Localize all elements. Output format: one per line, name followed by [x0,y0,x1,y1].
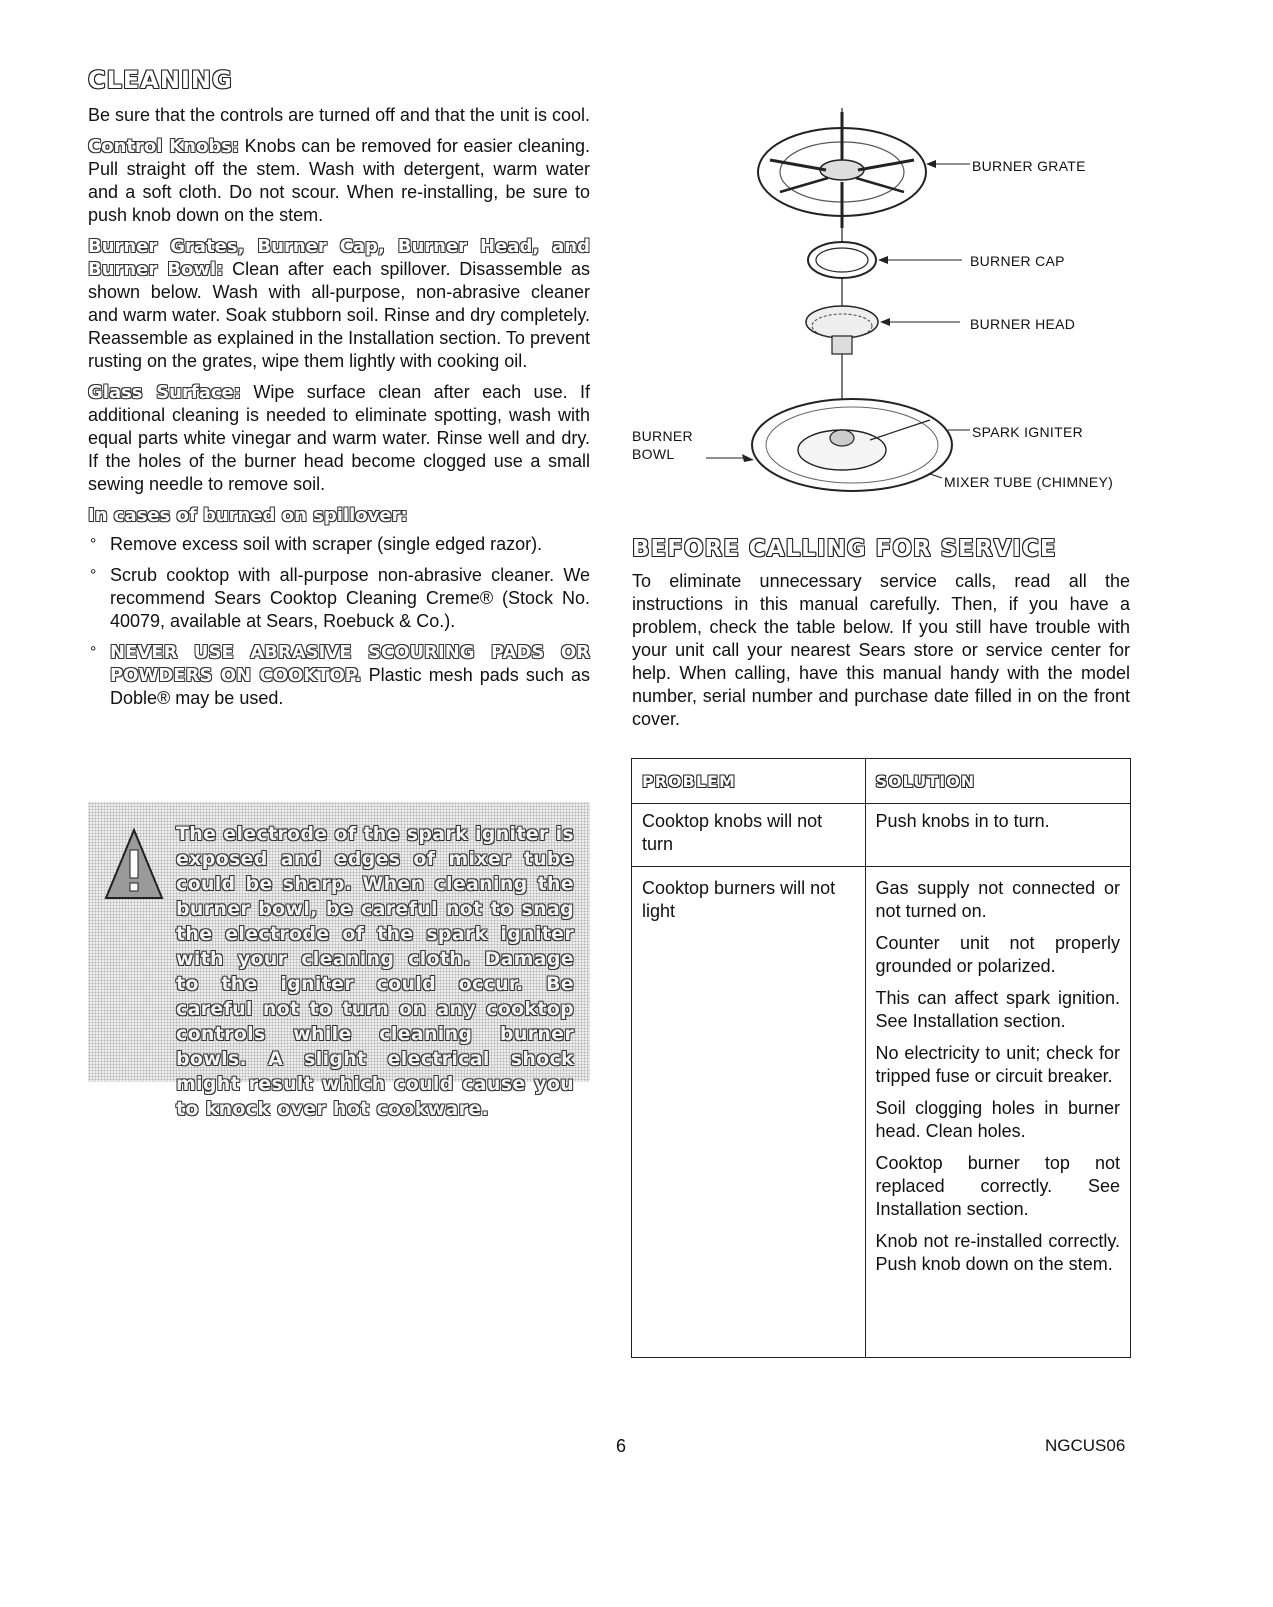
control-knobs-text: Knobs can be removed for easier cleaning. Pull straight off the stem. Wash with detergent, warm water and a soft cloth. Do not scour. When re-installing, be sure to push knob down on the stem. [88,136,590,225]
burner-parts-heading: Burner Grates, Burner Cap, Burner Head, and Burner Bowl: [88,236,590,280]
spillover-heading-para [88,504,590,527]
warning-text: The electrode of the spark igniter is exposed and edges of mixer tube could be sharp. When cleaning the burner bowl, be careful not to snag the electrode of the spark igniter with your cleaning cloth. Damage to the igniter could occur. Be careful not to turn on any cooktop controls while cleaning burner bowls. A slight electrical shock might result which could cause you to knock over hot cookware. [176,823,574,1120]
label-spark-igniter: SPARK IGNITER [972,424,1083,440]
solution-cell [865,867,1130,1358]
label-burner-cap: BURNER CAP [970,253,1065,269]
solution-item: This can affect spark ignition. See Installation section. [875,988,1120,1031]
list-item [88,641,590,710]
control-knobs-paragraph [88,135,590,227]
solution-item: Gas supply not connected or not turned on. [875,878,1120,921]
solution-item: Soil clogging holes in burner head. Clean holes. [875,1098,1120,1141]
burner-exploded-diagram [630,100,1190,500]
glass-surface-paragraph [88,381,590,496]
spillover-list [88,533,590,710]
solution-item: Knob not re-installed correctly. Push knob down on the stem. [875,1231,1120,1274]
glass-surface-text: Wipe surface clean after each use. If additional cleaning is needed to eliminate spotting, wash with equal parts white vinegar and warm water. Rinse well and dry. If the holes of the burner head become clogged use a small sewing needle to remove soil. [88,382,590,494]
label-mixer-tube: MIXER TUBE (CHIMNEY) [944,474,1114,490]
document-code: NGCUS06 [1045,1436,1126,1455]
solution-cell [865,804,1130,867]
burner-parts-text: Clean after each spillover. Disassemble as shown below. Wash with all-purpose, non-abrasive cleaner and warm water. Soak stubborn soil. Rinse and dry completely. Reassemble as explained in the Installation section. To prevent rusting on the grates, wipe them lightly with cooking oil. [88,259,590,371]
service-table [631,758,1131,1358]
cleaning-title: CLEANING [88,66,233,94]
cleaning-body [88,104,590,718]
warning-box [88,802,590,1120]
problem-cell: Cooktop knobs will not turn [632,804,866,867]
label-burner-head: BURNER HEAD [970,316,1076,332]
solution-item: Push knobs in to turn. [875,811,1050,831]
warning-triangle-icon [104,828,164,900]
cleaning-intro: Be sure that the controls are turned off and that the unit is cool. [88,105,590,125]
table-row [632,804,1131,867]
solution-item: Counter unit not properly grounded or polarized. [875,933,1120,976]
table-row [632,867,1131,1358]
bullet-text: Scrub cooktop with all-purpose non-abrasive cleaner. We recommend Sears Cooktop Cleaning Creme® (Stock No. 40079, available at Sears, Roebuck & Co.). [110,565,590,631]
bullet-text: Plastic mesh pads such as Doble® may be used. [110,665,590,708]
label-burner-grate: BURNER GRATE [972,158,1086,174]
table-header-row [632,759,1131,804]
spillover-heading: In cases of burned on spillover: [88,505,408,526]
burner-cap-drawing [808,242,876,278]
list-item [88,564,590,633]
label-burner-bowl-line2: BOWL [632,446,675,462]
burner-bowl-drawing [752,399,952,491]
burner-parts-paragraph [88,235,590,373]
page-number: 6 [616,1436,627,1456]
burner-head-drawing [806,306,878,354]
control-knobs-heading: Control Knobs: [88,136,240,157]
service-title: BEFORE CALLING FOR SERVICE [632,536,1057,562]
service-intro: To eliminate unnecessary service calls, read all the instructions in this manual carefully. Then, if you have a problem, check the table below. If you still have trouble with your unit call your nearest Sears store or service center for help. When calling, have this manual handy with the model number, serial number and purchase date filled in on the front cover. [632,571,1130,729]
burner-grate-drawing [758,112,926,228]
solution-item: Cooktop burner top not replaced correctly. See Installation section. [875,1153,1120,1219]
bullet-warning-text: NEVER USE ABRASIVE SCOURING PADS OR POWDERS ON COOKTOP. [110,642,590,686]
header-solution: SOLUTION [865,759,1130,804]
solution-item: No electricity to unit; check for tripped fuse or circuit breaker. [875,1043,1120,1086]
bullet-text: Remove excess soil with scraper (single edged razor). [110,534,543,554]
problem-cell: Cooktop burners will not light [632,867,866,1358]
glass-surface-heading: Glass Surface: [88,382,241,403]
label-burner-bowl-line1: BURNER [632,428,693,444]
list-item [88,533,590,556]
header-problem: PROBLEM [632,759,866,804]
